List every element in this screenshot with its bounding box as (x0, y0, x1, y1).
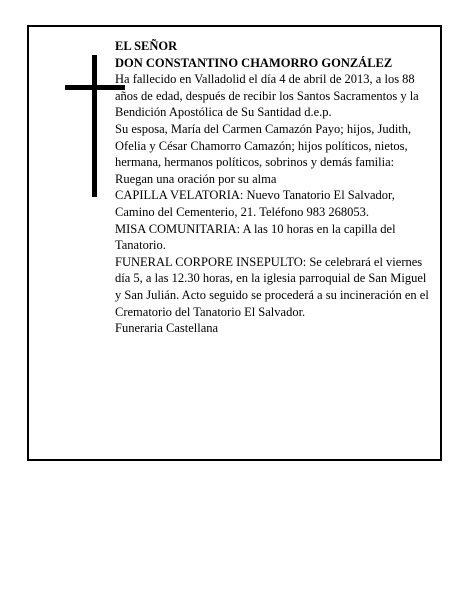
notice-title-line1: EL SEÑOR (115, 39, 178, 53)
notice-deceased-name: DON CONSTANTINO CHAMORRO GONZÁLEZ (115, 55, 393, 70)
notice-funeral-paragraph: FUNERAL CORPORE INSEPULTO: Se celebrará el viernes día 5, a las 12.30 horas, en la iglesia parroquial de San Miguel y San Julián. Acto seguido se procederá a su incineración en el Crematorio del Tanatorio El Salvador. (115, 254, 429, 319)
cross-vertical-bar (92, 55, 97, 197)
notice-text (115, 38, 431, 337)
notice-funeral-home: Funeraria Castellana (115, 321, 219, 336)
notice-wake-paragraph: CAPILLA VELATORIA: Nuevo Tanatorio El Salvador, Camino del Cementerio, 21. Teléfono 983 268053. (115, 188, 395, 219)
notice-prayer-paragraph: Ruegan una oración por su alma (115, 171, 277, 186)
notice-death-paragraph: Ha fallecido en Valladolid el día 4 de abril de 2013, a los 88 años de edad, después de recibir los Santos Sacramentos y la Bendición Apostólica de Su Santidad d.e.p. (115, 72, 419, 120)
obituary-notice (27, 25, 442, 461)
notice-family-paragraph: Su esposa, María del Carmen Camazón Payo; hijos, Judith, Ofelia y César Chamorro Camazón; hijos políticos, nietos, hermana, hermanos políticos, sobrinos y demás familia: (115, 121, 412, 170)
notice-mass-paragraph: MISA COMUNITARIA: A las 10 horas en la capilla del Tanatorio. (115, 221, 396, 253)
